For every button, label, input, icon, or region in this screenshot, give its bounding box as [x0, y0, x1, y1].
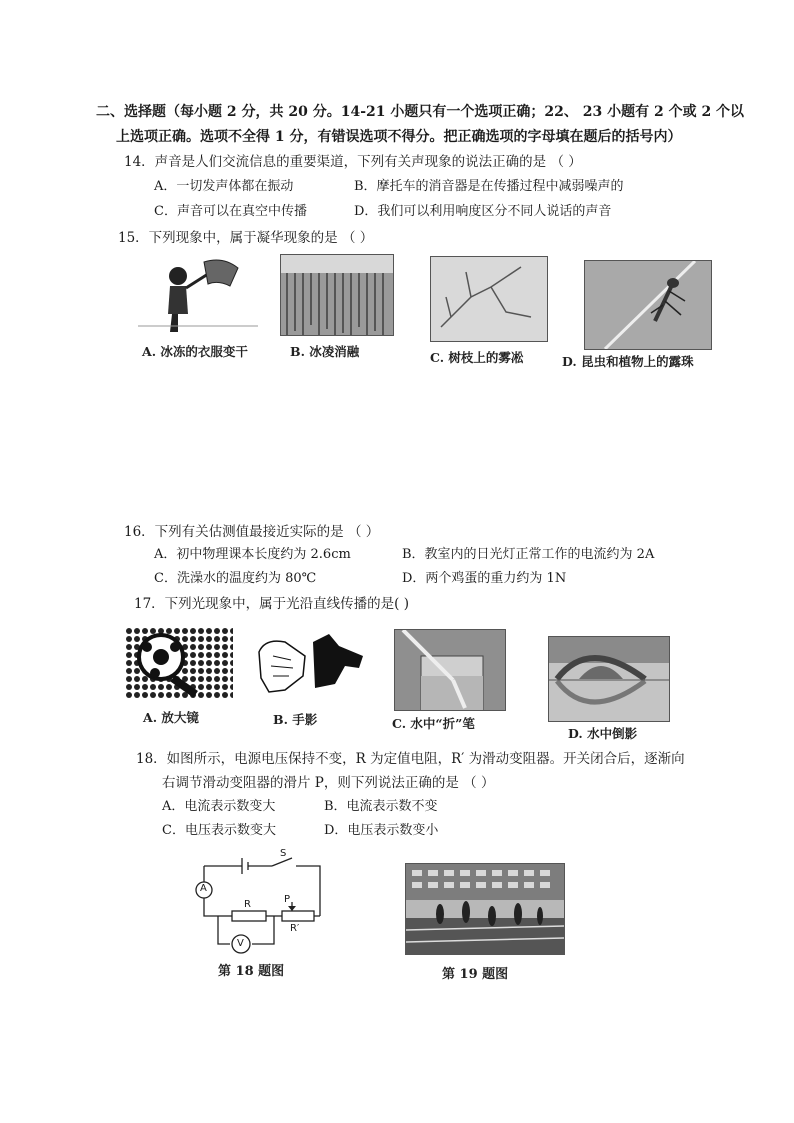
q15-caption-c: C. 树枝上的雾凇 — [430, 350, 524, 365]
q14-option-c: C．声音可以在真空中传播 — [154, 204, 307, 219]
q18-stem-line1: 18．如图所示，电源电压保持不变，R 为定值电阻，R′ 为滑动变阻器。开关闭合后，逐渐向 — [136, 751, 685, 767]
circuit-label-voltmeter: V — [237, 938, 244, 949]
q15-caption-b: B. 冰凌消融 — [290, 344, 360, 359]
q17-image-c — [394, 629, 506, 711]
q17-caption-b: B. 手影 — [273, 712, 318, 727]
q19-figure-caption: 第 19 题图 — [442, 967, 509, 982]
section-title-line2: 上选项正确。选项不全得 1 分，有错误选项不得分。把正确选项的字母填在题后的括号内） — [116, 129, 682, 145]
q15-caption-a: A. 冰冻的衣服变干 — [142, 344, 248, 359]
q15-caption-d: D. 昆虫和植物上的露珠 — [562, 354, 694, 369]
q19-photo — [405, 863, 565, 955]
q18-option-c: C．电压表示数变大 — [162, 823, 276, 838]
q16-option-a: A．初中物理课本长度约为 2.6cm — [154, 547, 351, 562]
q15-stem: 15．下列现象中，属于凝华现象的是 （ ） — [118, 230, 374, 246]
circuit-label-r: R — [244, 899, 251, 910]
q18-stem-line2: 右调节滑动变阻器的滑片 P，则下列说法正确的是 （ ） — [162, 775, 495, 791]
q16-stem: 16．下列有关估测值最接近实际的是 （ ） — [124, 524, 380, 540]
q18-option-d: D．电压表示数变小 — [324, 823, 439, 838]
q16-option-c: C．洗澡水的温度约为 80℃ — [154, 571, 317, 586]
q17-caption-c: C. 水中“折”笔 — [392, 716, 475, 731]
q16-option-b: B．教室内的日光灯正常工作的电流约为 2A — [402, 547, 655, 562]
q14-option-a: A．一切发声体都在振动 — [154, 179, 294, 194]
q17-stem: 17．下列光现象中，属于光沿直线传播的是( ) — [134, 596, 410, 612]
q18-option-b: B．电流表示数不变 — [324, 799, 438, 814]
q14-option-d: D．我们可以利用响度区分不同人说话的声音 — [354, 204, 612, 219]
circuit-label-p: P — [284, 894, 291, 905]
q17-caption-d: D. 水中倒影 — [568, 726, 638, 741]
q17-image-b — [255, 632, 367, 702]
q15-image-d — [584, 260, 712, 350]
q14-option-b: B．摩托车的消音器是在传播过程中减弱噪声的 — [354, 179, 624, 194]
q15-image-a — [138, 256, 258, 334]
circuit-label-ammeter: A — [200, 883, 207, 894]
q18-circuit-diagram — [192, 848, 332, 958]
q18-option-a: A．电流表示数变大 — [162, 799, 276, 814]
section-title-line1: 二、选择题（每小题 2 分，共 20 分。14-21 小题只有一个选项正确；22、 23 小题有 2 个或 2 个以 — [96, 104, 745, 120]
circuit-label-r-prime: R′ — [290, 923, 300, 934]
q17-image-a — [125, 627, 233, 699]
q16-option-d: D．两个鸡蛋的重力约为 1N — [402, 571, 567, 586]
q15-image-c — [430, 256, 548, 342]
q18-figure-caption: 第 18 题图 — [218, 964, 285, 979]
q15-image-b — [280, 254, 394, 336]
q17-caption-a: A. 放大镜 — [143, 710, 199, 725]
q14-stem: 14．声音是人们交流信息的重要渠道，下列有关声现象的说法正确的是 （ ） — [124, 154, 582, 170]
circuit-label-switch: S — [280, 848, 287, 859]
q17-image-d — [548, 636, 670, 722]
